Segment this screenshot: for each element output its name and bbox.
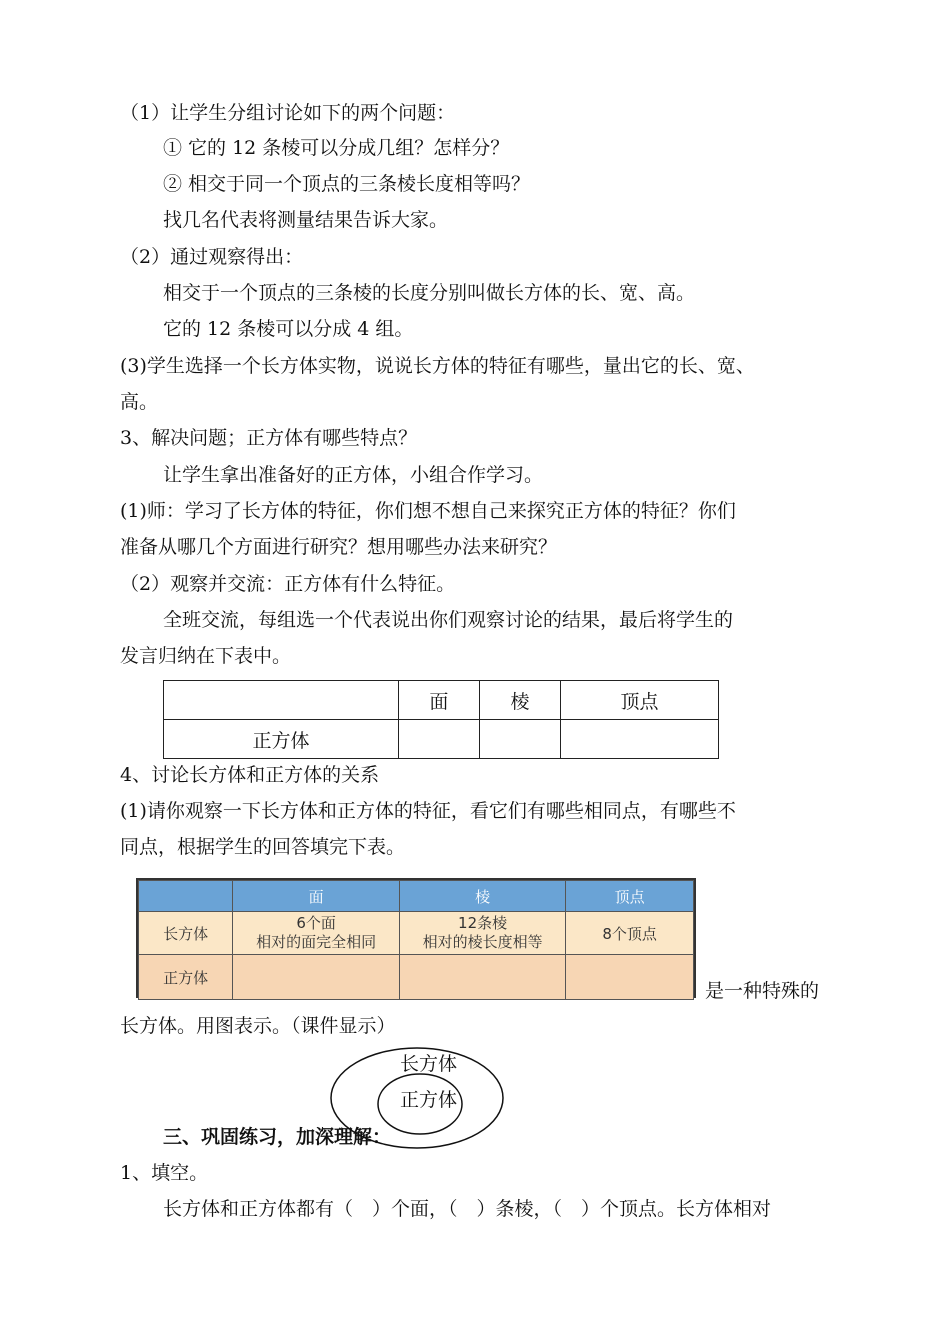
table-row — [139, 912, 694, 955]
text-line: 长方体和正方体都有（ ）个面，（ ）条棱，（ ）个顶点。长方体相对 — [163, 1198, 772, 1220]
section-heading: 三、巩固练习，加深理解： — [163, 1126, 392, 1148]
text-line: 同点，根据学生的回答填完下表。 — [120, 836, 406, 858]
cell-line: 相对的棱长度相等 — [422, 933, 543, 951]
table-cell — [561, 720, 719, 759]
table-cell — [566, 955, 694, 1000]
text-line: 是一种特殊的 — [705, 980, 820, 1002]
cell-line: 6个面 — [296, 914, 336, 932]
text-line: 全班交流，每组选一个代表说出你们观察讨论的结果，最后将学生的 — [163, 609, 734, 631]
table-header-cell — [164, 681, 399, 720]
cell-line: 12条棱 — [458, 914, 508, 932]
text-line: 发言归纳在下表中。 — [120, 645, 292, 667]
table-cell — [399, 955, 566, 1000]
text-line: 3、解决问题；正方体有哪些特点？ — [120, 427, 418, 449]
text-line: 让学生拿出准备好的正方体，小组合作学习。 — [163, 464, 544, 486]
table-header-cell: 面 — [233, 881, 400, 912]
table-header-cell: 顶点 — [561, 681, 719, 720]
table-cell — [233, 912, 400, 955]
table-header-cell: 棱 — [479, 681, 560, 720]
text-line: （2）通过观察得出： — [120, 246, 304, 268]
text-line: ② 相交于同一个顶点的三条棱长度相等吗？ — [163, 173, 531, 195]
table-cell — [399, 912, 566, 955]
text-line: 相交于一个顶点的三条棱的长度分别叫做长方体的长、宽、高。 — [163, 282, 696, 304]
text-line: 高。 — [120, 391, 159, 413]
text-line: (3)学生选择一个长方体实物，说说长方体的特征有哪些，量出它的长、宽、 — [120, 355, 755, 377]
venn-inner-label: 正方体 — [400, 1089, 458, 1111]
text-line: 准备从哪几个方面进行研究？想用哪些办法来研究？ — [120, 536, 558, 558]
table-header-row — [139, 881, 694, 912]
comparison-table-image — [136, 878, 696, 998]
cell-line: 相对的面完全相同 — [256, 933, 377, 951]
table-header-cell: 棱 — [399, 881, 566, 912]
text-line: ① 它的 12 条棱可以分成几组？怎样分？ — [163, 137, 510, 159]
venn-outer-label: 长方体 — [400, 1053, 458, 1075]
text-line: （2）观察并交流：正方体有什么特征。 — [120, 573, 456, 595]
table-header-cell: 面 — [398, 681, 479, 720]
text-line: 它的 12 条棱可以分成 4 组。 — [163, 318, 414, 340]
text-line: (1)请你观察一下长方体和正方体的特征，看它们有哪些相同点，有哪些不 — [120, 800, 736, 822]
text-line: 4、讨论长方体和正方体的关系 — [120, 764, 380, 786]
table-row-label: 长方体 — [139, 912, 233, 955]
text-line: (1)师：学习了长方体的特征，你们想不想自己来探究正方体的特征？你们 — [120, 500, 736, 522]
table-header-cell: 顶点 — [566, 881, 694, 912]
table-cell — [233, 955, 400, 1000]
text-line: 1、填空。 — [120, 1162, 209, 1184]
table-row — [139, 955, 694, 1000]
summary-table — [163, 680, 719, 759]
text-line: 长方体。用图表示。（课件显示） — [120, 1015, 396, 1037]
table-row-label: 正方体 — [139, 955, 233, 1000]
table-row — [164, 720, 719, 759]
table-row-label: 正方体 — [164, 720, 399, 759]
table-cell — [398, 720, 479, 759]
text-line: 找几名代表将测量结果告诉大家。 — [163, 209, 449, 231]
text-line: （1）让学生分组讨论如下的两个问题： — [120, 102, 456, 124]
table-cell: 8个顶点 — [566, 912, 694, 955]
table-header-cell — [139, 881, 233, 912]
table-header-row — [164, 681, 719, 720]
table-cell — [479, 720, 560, 759]
